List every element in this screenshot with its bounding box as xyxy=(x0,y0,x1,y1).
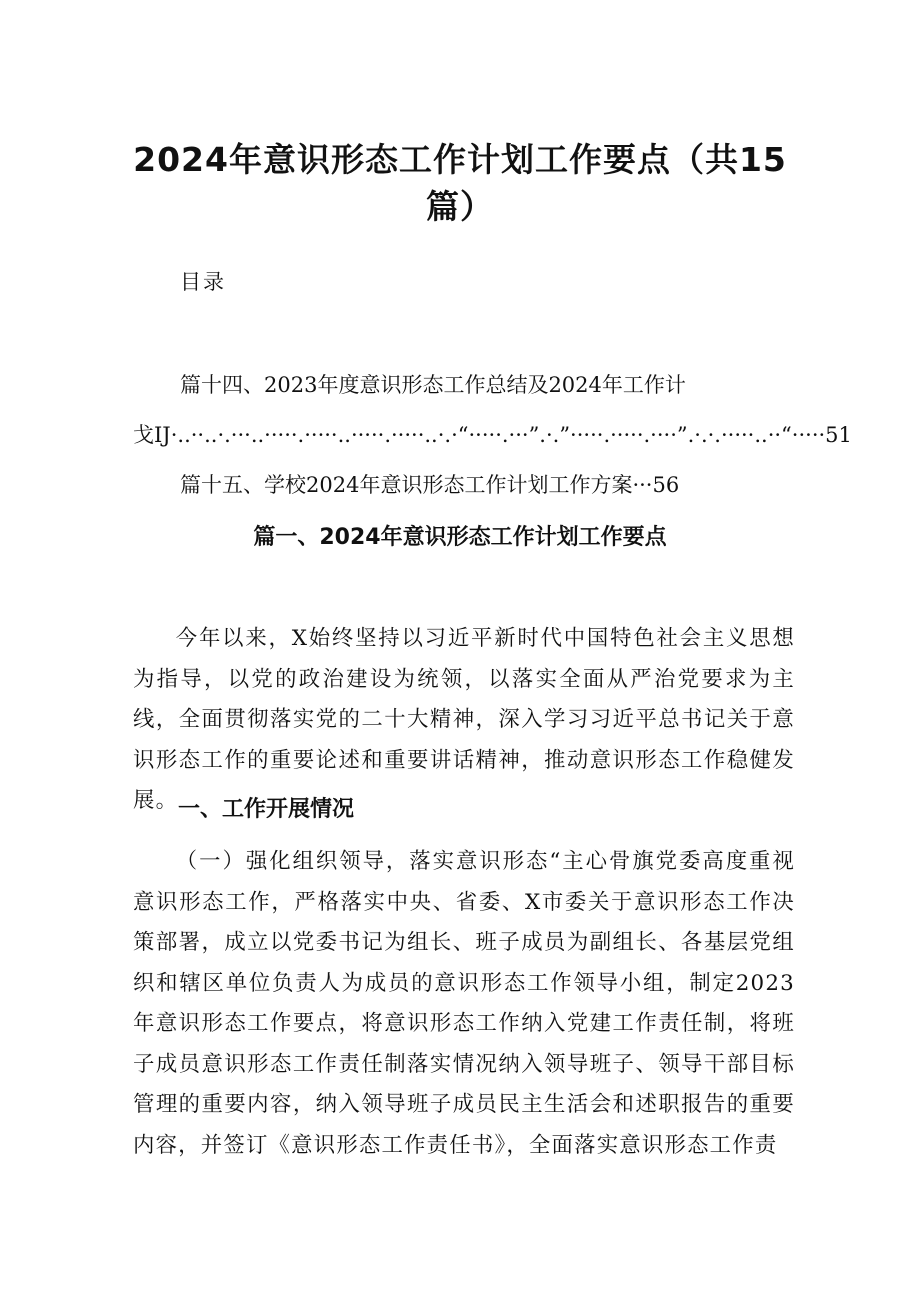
toc-entry-15[interactable]: 篇十五、学校2024年意识形态工作计划工作方案···56 xyxy=(180,473,680,497)
title-line-1: 2024年意识形态工作计划工作要点（共15 xyxy=(133,140,787,179)
sub-heading-work-status: 一、工作开展情况 xyxy=(178,797,355,822)
body-paragraph: （一）强化组织领导，落实意识形态“主心骨旗党委高度重视意识形态工作，严格落实中央、省委、X市委关于意识形态工作决策部署，成立以党委书记为组长、班子成员为副组长、各基层党组织和辖区单位负责人为成员的意识形态工作领导小组，制定2023年意识形态工作要点，将意识形态工作纳入党建工作责任制，将班子成员意识形态工作责任制落实情况纳入领导班子、领导干部目标管理的重要内容，纳入领导班子成员民主生活会和述职报告的重要内容，并签订《意识形态工作责任书》，全面落实意识形态工作责 xyxy=(133,849,795,1158)
toc-entry-14-line-1[interactable]: 篇十四、2023年度意识形态工作总结及2024年工作计 xyxy=(180,373,686,397)
title-line-2: 篇） xyxy=(426,187,494,226)
section-heading: 篇一、2024年意识形态工作计划工作要点 xyxy=(253,525,667,550)
toc-label: 目录 xyxy=(180,270,226,294)
document-title xyxy=(130,136,790,230)
intro-paragraph: 今年以来，X始终坚持以习近平新时代中国特色社会主义思想为指导，以党的政治建设为统领，以落实全面从严治党要求为主线，全面贯彻落实党的二十大精神，深入学习习近平总书记关于意识形态工作的重要论述和重要讲话精神，推动意识形态工作稳健发展。 xyxy=(133,626,795,813)
toc-entry-14-line-2[interactable]: 戈IJ·..··..·.···..·····.·····..·····.·····..·.·“·····.···”.·.”·····.·····.····”.·.·.·····..··“·····51 xyxy=(133,423,852,447)
